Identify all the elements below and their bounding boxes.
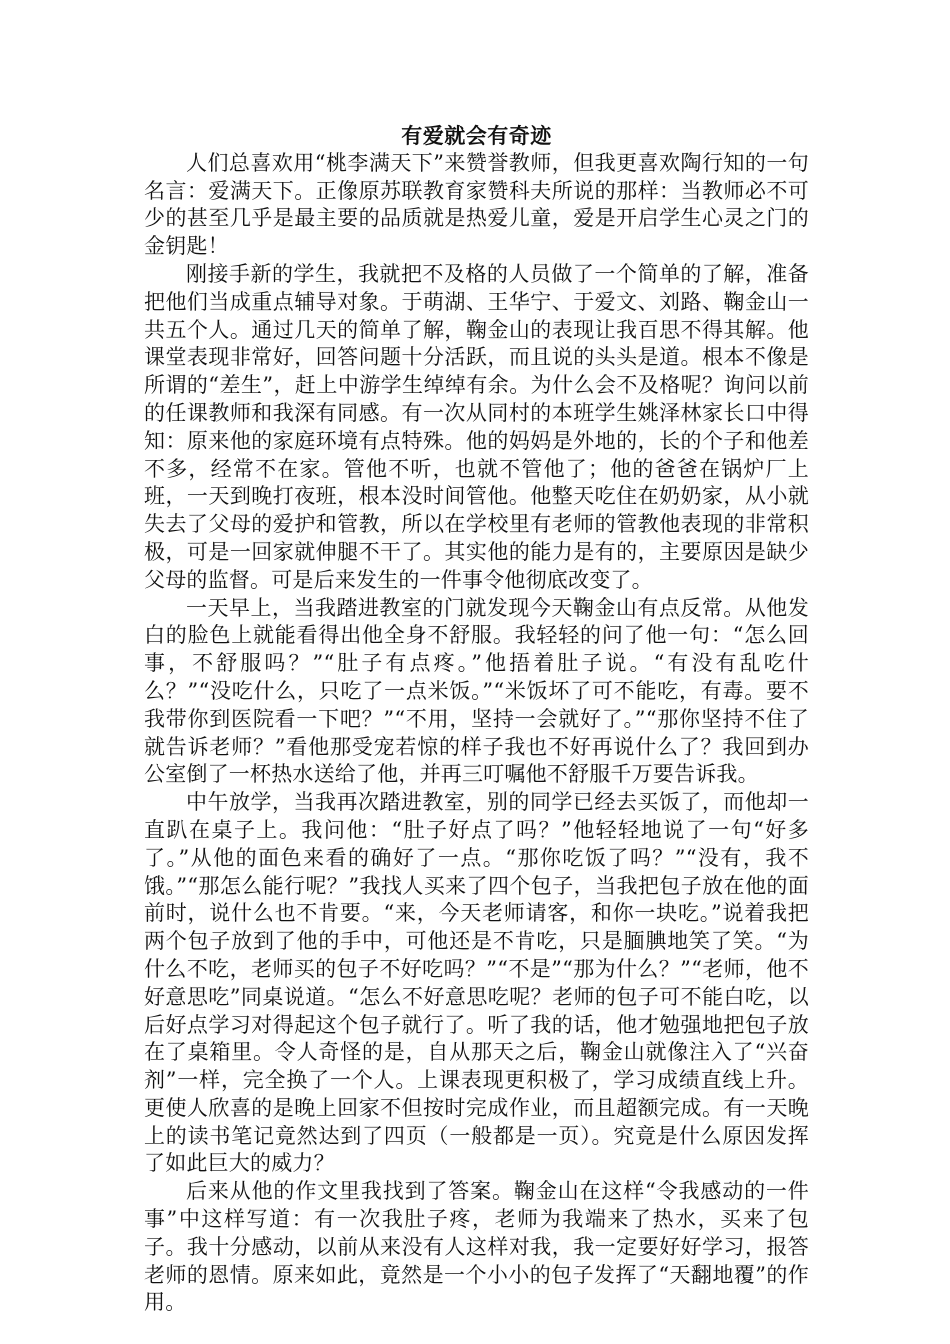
document-body [144,122,809,1317]
paragraph: 一天早上，当我踏进教室的门就发现今天鞠金山有点反常。从他发白的脸色上就能看得出他全身不舒服。我轻轻的问了他一句：“怎么回事，不舒服吗？”“肚子有点疼。”他捂着肚子说。“有没有乱吃什么？”“没吃什么，只吃了一点米饭。”“米饭坏了可不能吃，有毒。要不我带你到医院看一下吧？”“不用，坚持一会就好了。”“那你坚持不住了就告诉老师？”看他那受宠若惊的样子我也不好再说什么了？我回到办公室倒了一杯热水送给了他，并再三叮嘱他不舒服千万要告诉我。 [144,595,809,787]
paragraph: 人们总喜欢用“桃李满天下”来赞誉教师，但我更喜欢陶行知的一句名言：爱满天下。正像原苏联教育家赞科夫所说的那样：当教师必不可少的甚至几乎是最主要的品质就是热爱儿童，爱是开启学生心灵之门的金钥匙！ [144,150,809,259]
document-title: 有爱就会有奇迹 [401,123,552,148]
paragraph: 刚接手新的学生，我就把不及格的人员做了一个简单的了解，准备把他们当成重点辅导对象。于萌湖、王华宁、于爱文、刘路、鞠金山一共五个人。通过几天的简单了解，鞠金山的表现让我百思不得其解。他课堂表现非常好，回答问题十分活跃，而且说的头头是道。根本不像是所谓的“差生”，赶上中游学生绰绰有余。为什么会不及格呢？询问以前的任课教师和我深有同感。有一次从同村的本班学生姚泽林家长口中得知：原来他的家庭环境有点特殊。他的妈妈是外地的，长的个子和他差不多，经常不在家。管他不听，也就不管他了；他的爸爸在锅炉厂上班，一天到晚打夜班，根本没时间管他。他整天吃住在奶奶家，从小就失去了父母的爱护和管教，所以在学校里有老师的管教他表现的非常积极，可是一回家就伸腿不干了。其实他的能力是有的，主要原因是缺少父母的监督。可是后来发生的一件事令他彻底改变了。 [144,261,809,592]
paragraph: 后来从他的作文里我找到了答案。鞠金山在这样“令我感动的一件事”中这样写道：有一次我肚子疼，老师为我端来了热水，买来了包子。我十分感动，以前从来没有人这样对我，我一定要好好学习，报答老师的恩情。原来如此，竟然是一个小小的包子发挥了“天翻地覆”的作用。 [144,1179,809,1315]
paragraph: 中午放学，当我再次踏进教室，别的同学已经去买饭了，而他却一直趴在桌子上。我问他：“肚子好点了吗？”他轻轻地说了一句“好多了。”从他的面色来看的确好了一点。“那你吃饭了吗？”“没有，我不饿。”“那怎么能行呢？”我找人买来了四个包子，当我把包子放在他的面前时，说什么也不肯要。“来，今天老师请客，和你一块吃。”说着我把两个包子放到了他的手中，可他还是不肯吃，只是腼腆地笑了笑。“为什么不吃，老师买的包子不好吃吗？”“不是”“那为什么？”“老师，他不好意思吃”同桌说道。“怎么不好意思吃呢？老师的包子可不能白吃，以后好点学习对得起这个包子就行了。听了我的话，他才勉强地把包子放在了桌箱里。令人奇怪的是，自从那天之后，鞠金山就像注入了“兴奋剂”一样，完全换了一个人。上课表现更积极了，学习成绩直线上升。更使人欣喜的是晚上回家不但按时完成作业，而且超额完成。有一天晚上的读书笔记竟然达到了四页（一般都是一页）。究竟是什么原因发挥了如此巨大的威力？ [144,790,809,1176]
